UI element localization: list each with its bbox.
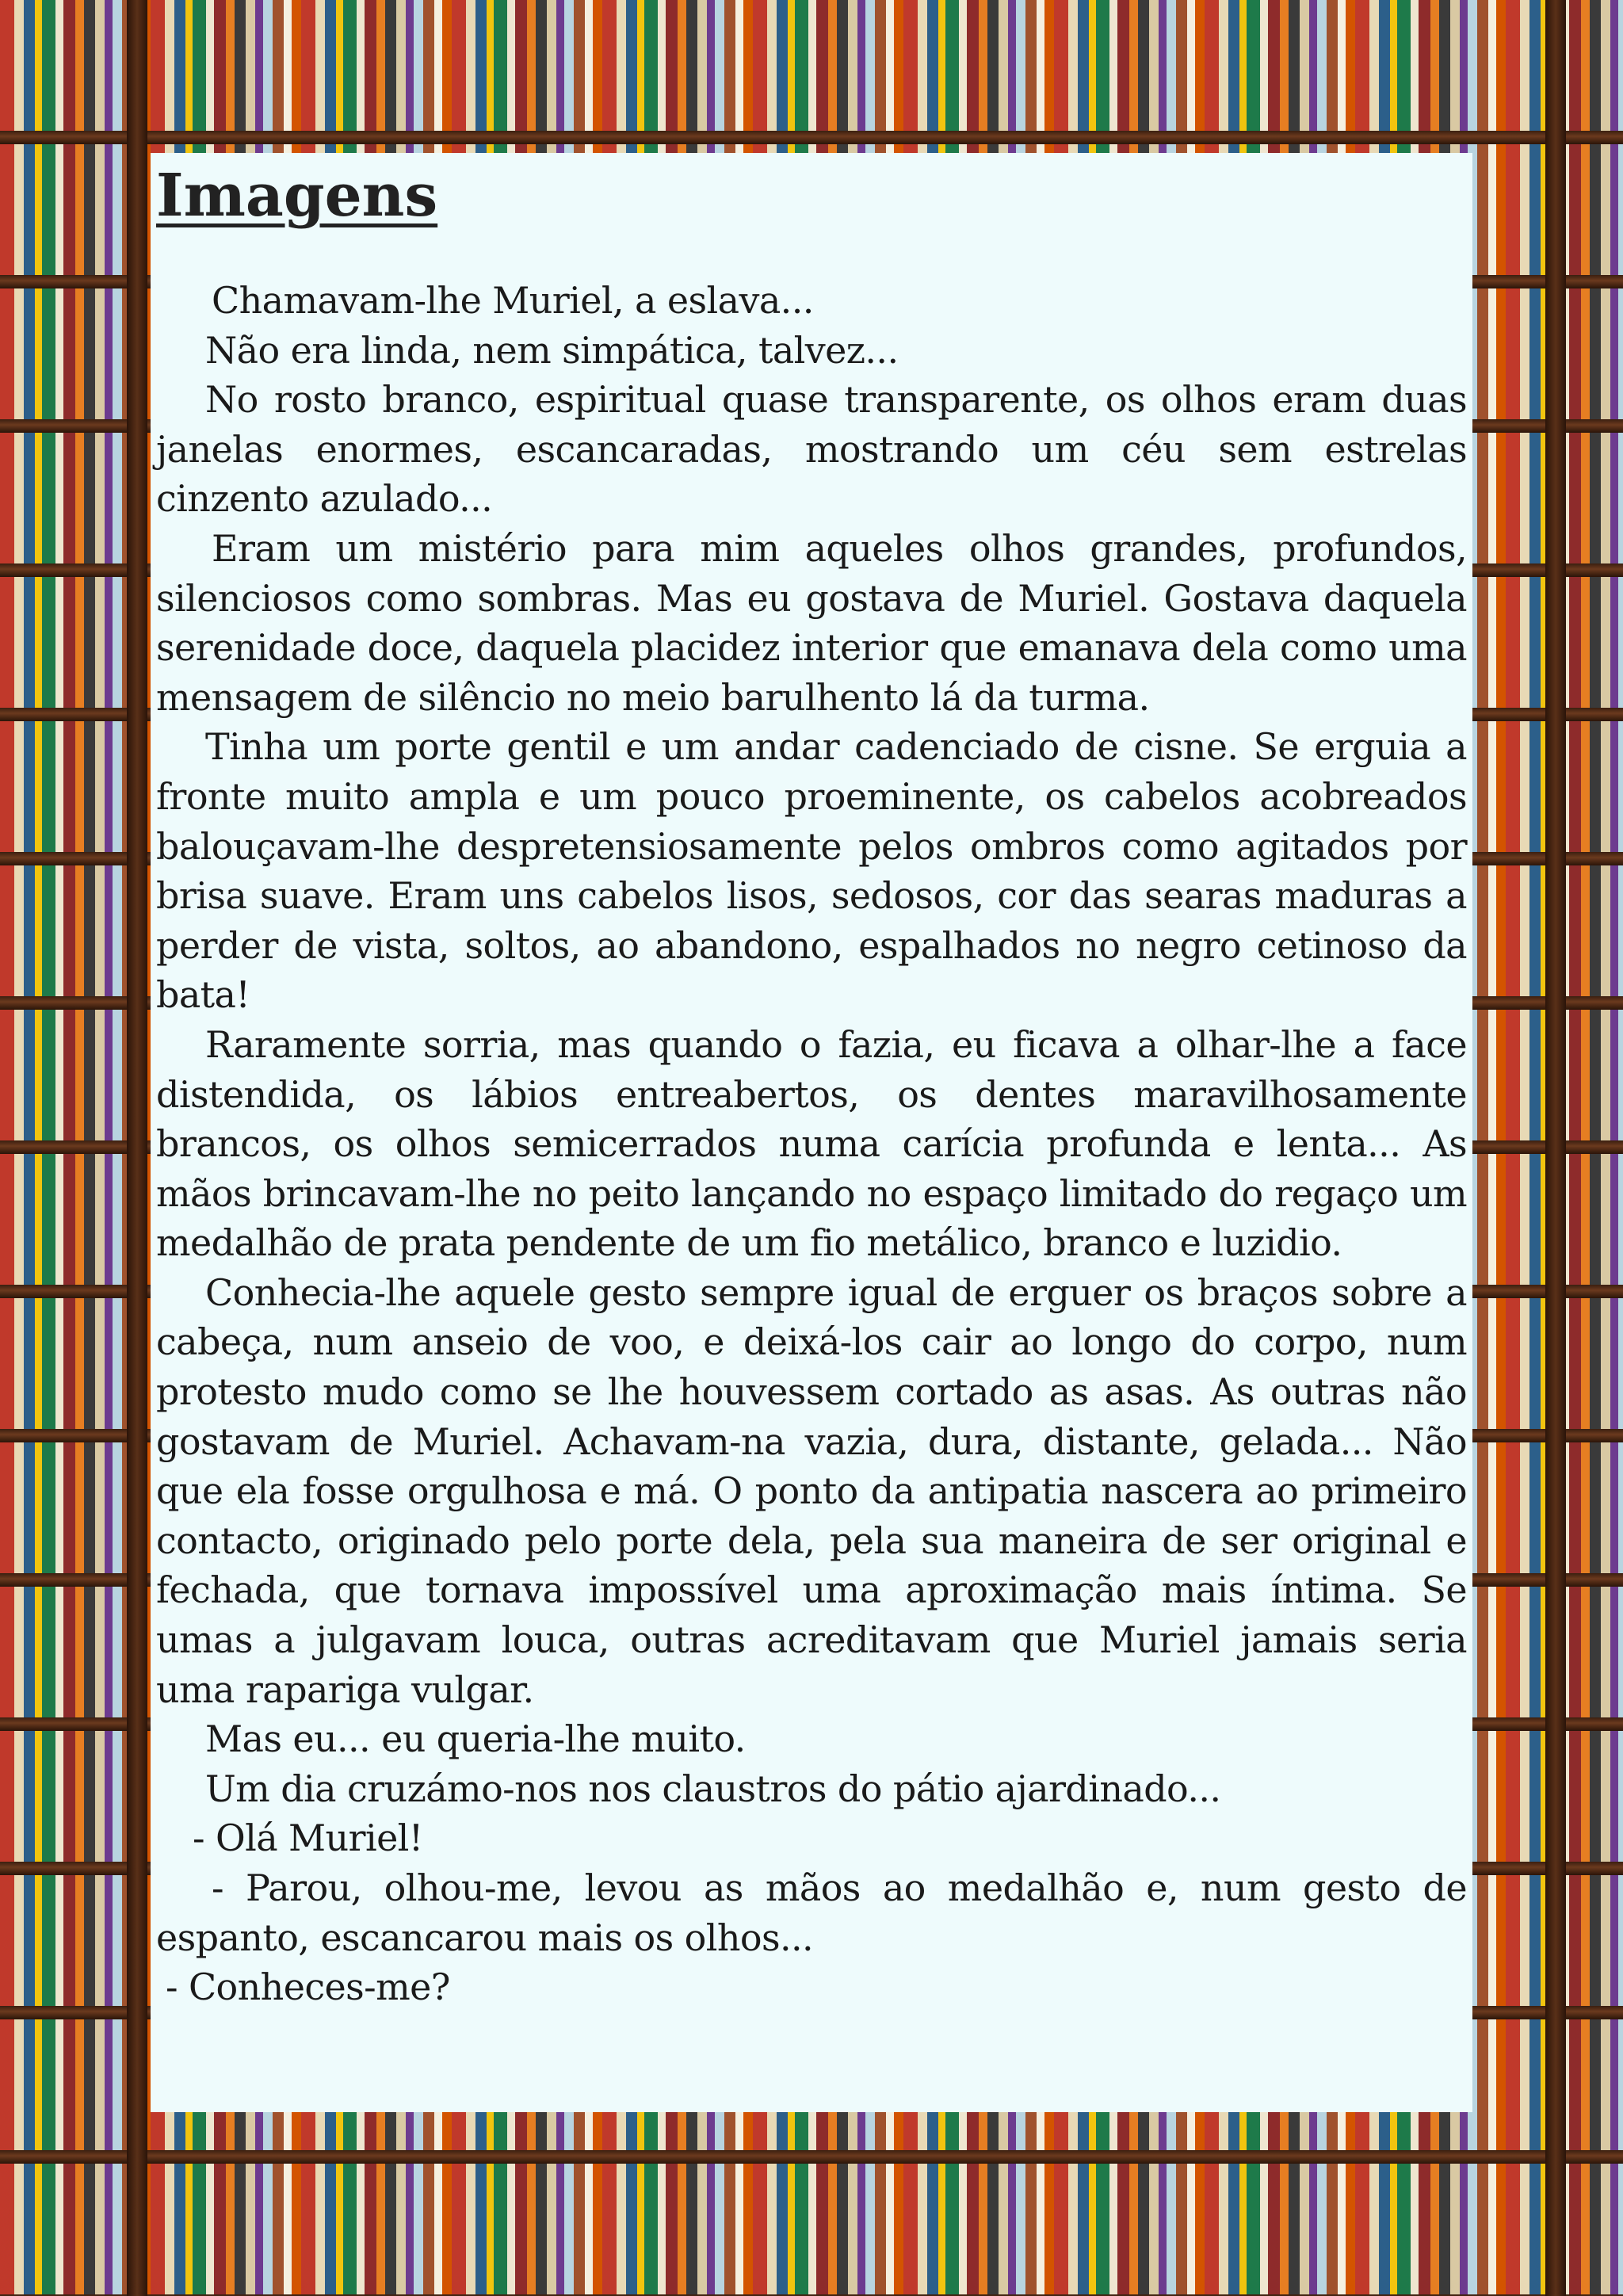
- paragraph: Eram um mistério para mim aqueles olhos grandes, profundos, silenciosos como sombras. Mas eu gostava de Muriel. Gostava daquela serenidade doce, daquela placidez interior que emanava dela como uma mensagem de silêncio no meio barulhento lá da turma.: [156, 526, 1467, 719]
- paragraph: Conhecia-lhe aquele gesto sempre igual de erguer os braços sobre a cabeça, num anseio de voo, e deixá-los cair ao longo do corpo, num protesto mudo como se lhe houvessem cortado as asas. As outras não gostavam de Muriel. Achavam-na vazia, dura, distante, gelada... Não que ela fosse orgulhosa e má. O ponto da antipatia nascera ao primeiro contacto, originado pelo porte dela, pela sua maneira de ser original e fechada, que tornava impossível uma aproximação mais íntima. Se umas a julgavam louca, outras acreditavam que Muriel jamais seria uma rapariga vulgar.: [156, 1270, 1467, 1711]
- shelf-post-right: [1545, 0, 1566, 2296]
- shelf-post-left: [127, 0, 147, 2296]
- page-title: Imagens: [156, 162, 438, 230]
- dialogue-line: - Olá Muriel!: [193, 1817, 423, 1860]
- paragraph: Não era linda, nem simpática, talvez...: [205, 328, 899, 372]
- paragraph: Mas eu... eu queria-lhe muito.: [205, 1717, 746, 1761]
- paragraph: No rosto branco, espiritual quase transparente, os olhos eram duas janelas enormes, escancaradas, mostrando um céu sem estrelas cinzento azulado...: [156, 378, 1467, 521]
- dialogue-line: - Conheces-me?: [166, 1966, 450, 2009]
- story-body: [156, 276, 1467, 2012]
- paragraph: - Parou, olhou-me, levou as mãos ao medalhão e, num gesto de espanto, escancarou mais os olhos...: [156, 1866, 1467, 1959]
- text-panel: [151, 153, 1472, 2112]
- paragraph: Um dia cruzámo-nos nos claustros do pátio ajardinado...: [205, 1767, 1221, 1810]
- paragraph: Raramente sorria, mas quando o fazia, eu ficava a olhar-lhe a face distendida, os lábios entreabertos, os dentes maravilhosamente brancos, os olhos semicerrados numa carícia profunda e lenta... As mãos brincavam-lhe no peito lançando no espaço limitado do regaço um medalhão de prata pendente de um fio metálico, branco e luzidio.: [156, 1022, 1467, 1265]
- paragraph: Chamavam-lhe Muriel, a eslava...: [212, 279, 814, 322]
- paragraph: Tinha um porte gentil e um andar cadenciado de cisne. Se erguia a fronte muito ampla e um pouco proeminente, os cabelos acobreados balouçavam-lhe despretensiosamente pelos ombros como agitados por brisa suave. Eram uns cabelos lisos, sedosos, cor das searas maduras a perder de vista, soltos, ao abandono, espalhados no negro cetinoso da bata!: [156, 725, 1467, 1017]
